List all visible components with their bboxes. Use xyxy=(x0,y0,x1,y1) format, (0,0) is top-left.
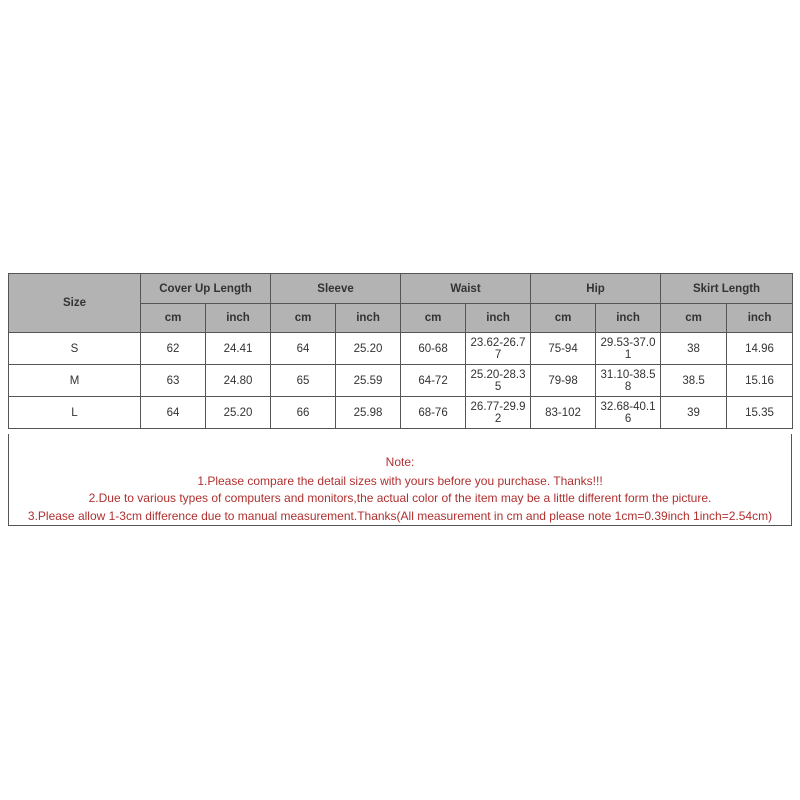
unit-header: inch xyxy=(336,304,401,333)
table-cell: 25.20 xyxy=(206,397,271,429)
table-row xyxy=(9,333,793,365)
unit-header: inch xyxy=(206,304,271,333)
notes-section xyxy=(8,434,792,526)
table-cell: 29.53-37.01 xyxy=(596,333,661,365)
size-cell: S xyxy=(9,333,141,365)
table-cell: 83-102 xyxy=(531,397,596,429)
unit-header: cm xyxy=(661,304,727,333)
group-header-sleeve: Sleeve xyxy=(271,274,401,304)
table-cell: 24.80 xyxy=(206,365,271,397)
note-line-2: 2.Due to various types of computers and monitors,the actual color of the item may be a little different form the picture. xyxy=(88,491,712,505)
table-cell: 24.41 xyxy=(206,333,271,365)
table-cell: 32.68-40.16 xyxy=(596,397,661,429)
size-chart-table xyxy=(8,273,793,429)
unit-header: inch xyxy=(596,304,661,333)
table-cell: 39 xyxy=(661,397,727,429)
table-cell: 64 xyxy=(271,333,336,365)
unit-header: cm xyxy=(401,304,466,333)
unit-header: inch xyxy=(727,304,793,333)
unit-header: cm xyxy=(141,304,206,333)
table-cell: 26.77-29.92 xyxy=(466,397,531,429)
note-line-3: 3.Please allow 1-3cm difference due to manual measurement.Thanks(All measurement in cm and please note 1cm=0.39inch 1inch=2.54cm) xyxy=(27,509,773,523)
table-cell: 66 xyxy=(271,397,336,429)
table-cell: 65 xyxy=(271,365,336,397)
table-cell: 63 xyxy=(141,365,206,397)
note-line-1: 1.Please compare the detail sizes with yours before you purchase. Thanks!!! xyxy=(197,474,603,488)
group-header-hip: Hip xyxy=(531,274,661,304)
table-cell: 38.5 xyxy=(661,365,727,397)
size-cell: L xyxy=(9,397,141,429)
unit-header: cm xyxy=(271,304,336,333)
unit-header: cm xyxy=(531,304,596,333)
table-cell: 25.59 xyxy=(336,365,401,397)
table-cell: 23.62-26.77 xyxy=(466,333,531,365)
table-cell: 60-68 xyxy=(401,333,466,365)
table-cell: 14.96 xyxy=(727,333,793,365)
unit-header: inch xyxy=(466,304,531,333)
table-cell: 64 xyxy=(141,397,206,429)
table-cell: 75-94 xyxy=(531,333,596,365)
size-cell: M xyxy=(9,365,141,397)
table-cell: 79-98 xyxy=(531,365,596,397)
table-row xyxy=(9,365,793,397)
table-row xyxy=(9,397,793,429)
notes-title: Note: xyxy=(385,455,415,469)
header-row-groups xyxy=(9,274,793,304)
table-cell: 25.20-28.35 xyxy=(466,365,531,397)
group-header-waist: Waist xyxy=(401,274,531,304)
table-cell: 25.98 xyxy=(336,397,401,429)
group-header-skirt-length: Skirt Length xyxy=(661,274,793,304)
table-cell: 62 xyxy=(141,333,206,365)
table-cell: 25.20 xyxy=(336,333,401,365)
table-cell: 68-76 xyxy=(401,397,466,429)
table-cell: 15.35 xyxy=(727,397,793,429)
table-cell: 38 xyxy=(661,333,727,365)
table-cell: 64-72 xyxy=(401,365,466,397)
group-header-cover-up-length: Cover Up Length xyxy=(141,274,271,304)
table-cell: 31.10-38.58 xyxy=(596,365,661,397)
size-header: Size xyxy=(9,274,141,333)
table-cell: 15.16 xyxy=(727,365,793,397)
